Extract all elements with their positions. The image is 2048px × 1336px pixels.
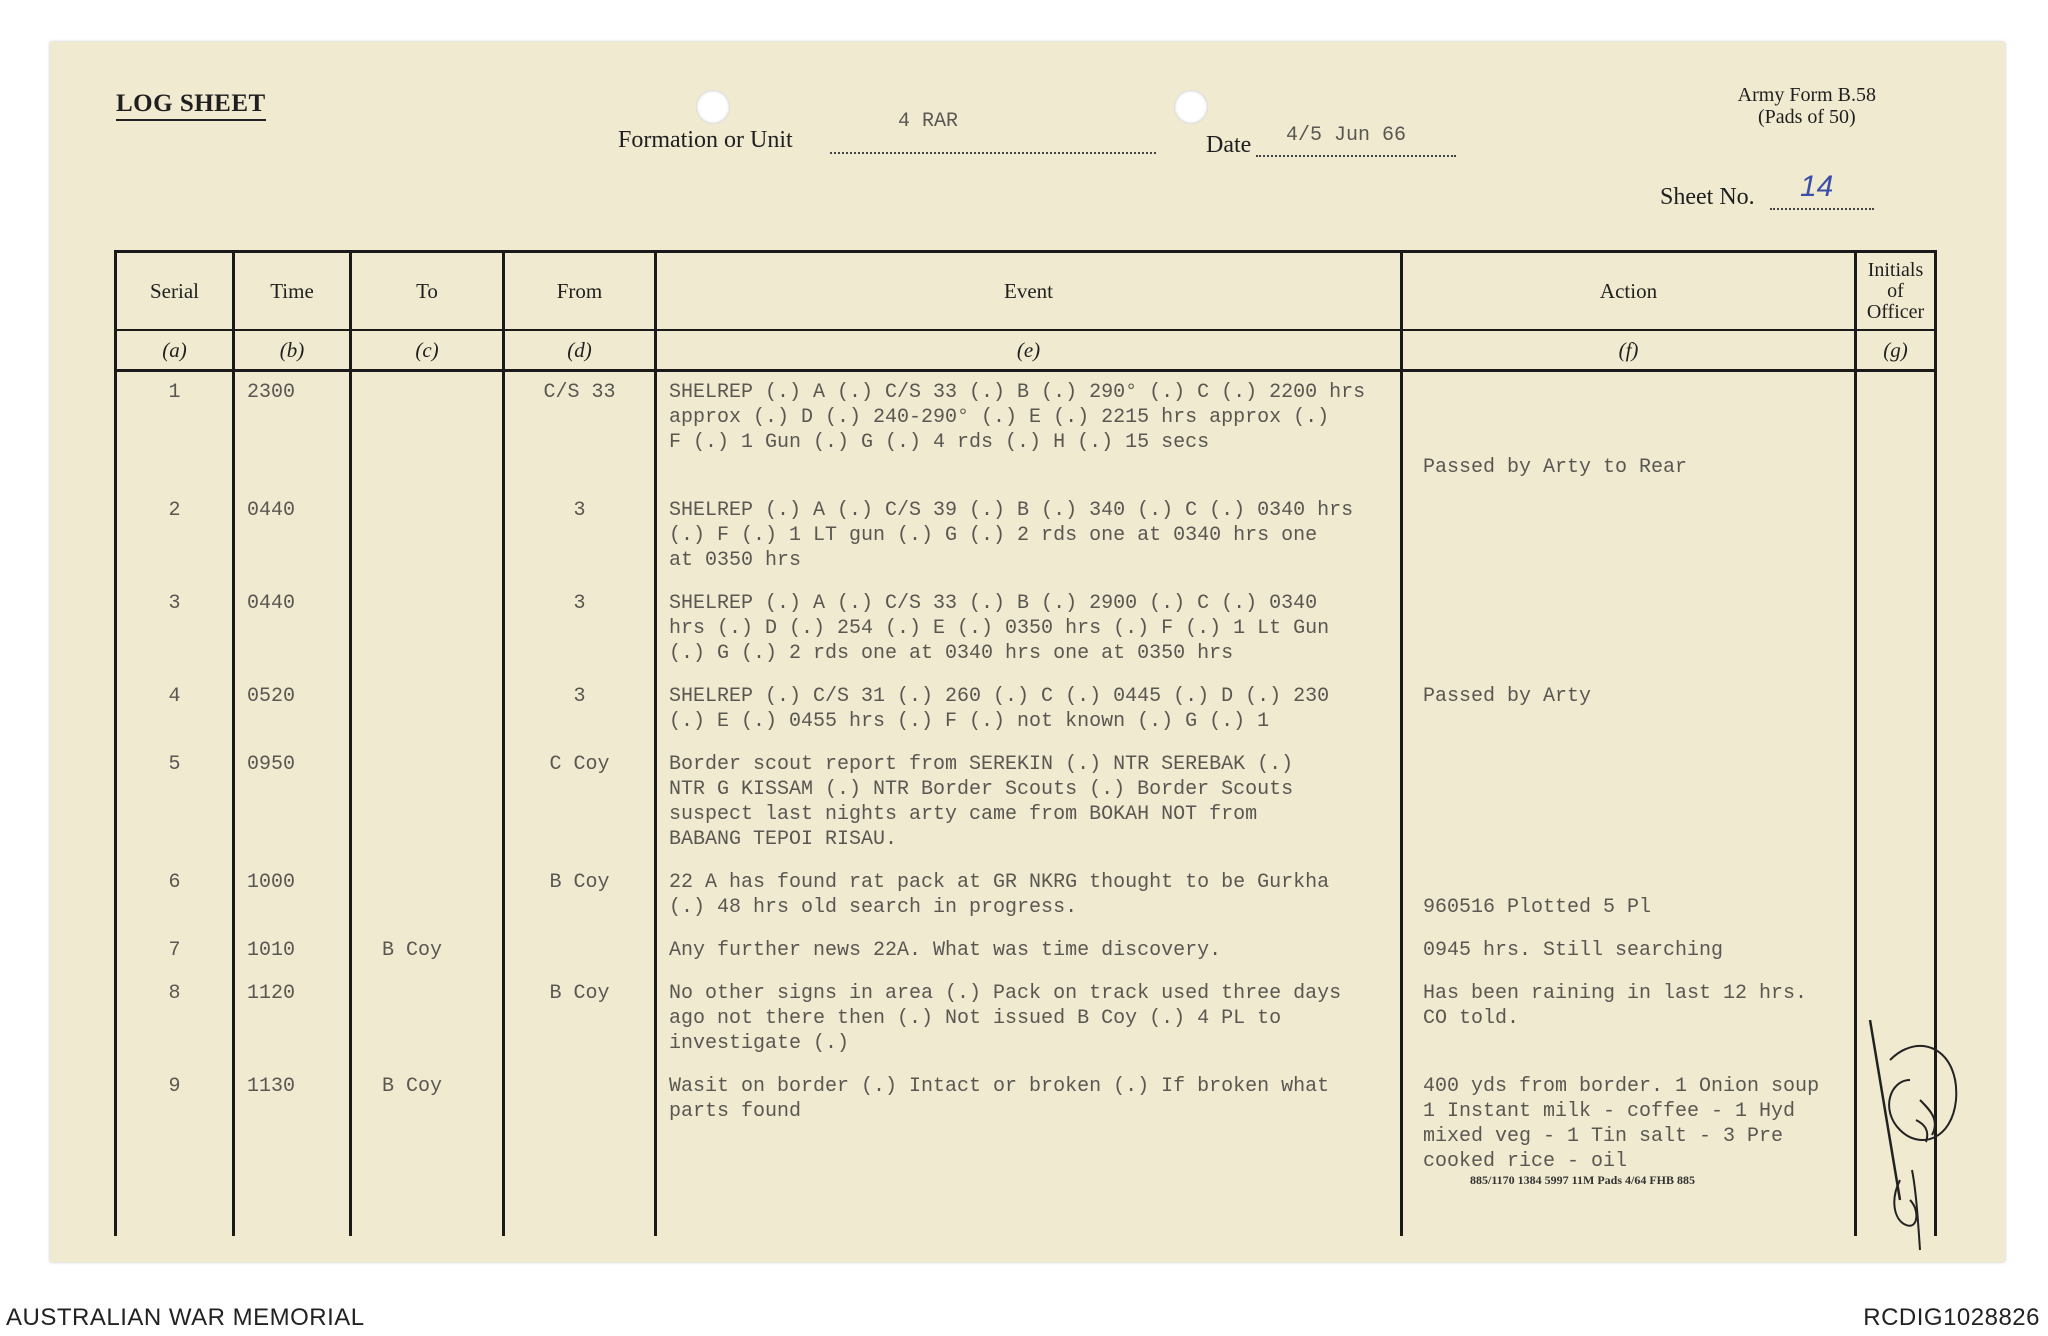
log-row	[116, 583, 1936, 676]
serial-cell: 3	[116, 583, 234, 676]
from-cell	[504, 930, 656, 973]
action-line: Passed by Arty to Rear	[1423, 456, 1688, 479]
action-line	[1423, 380, 1850, 405]
header-initials-line1: Initials	[1867, 258, 1924, 281]
action-line	[1423, 430, 1850, 455]
log-row	[116, 490, 1936, 583]
event-line: F (.) 1 Gun (.) G (.) 4 rds (.) H (.) 15 secs	[669, 431, 1210, 454]
column-header-row	[116, 252, 1936, 331]
initials-cell	[1856, 862, 1936, 930]
event-line: 22 A has found rat pack at GR NKRG thought to be Gurkha	[669, 871, 1330, 894]
from-cell: B Coy	[504, 973, 656, 1066]
event-line: (.) 48 hrs old search in progress.	[669, 896, 1078, 919]
serial-cell: 5	[116, 744, 234, 862]
letter-c: (c)	[351, 330, 504, 371]
to-cell	[351, 862, 504, 930]
log-sheet-title: LOG SHEET	[116, 90, 266, 121]
serial-cell: 1	[116, 371, 234, 491]
event-line: approx (.) D (.) 240-290° (.) E (.) 2215 hrs approx (.)	[669, 406, 1330, 429]
action-cell	[1402, 490, 1856, 583]
from-cell: B Coy	[504, 862, 656, 930]
event-line: SHELREP (.) A (.) C/S 39 (.) B (.) 340 (.) C (.) 0340 hrs	[669, 499, 1354, 522]
header-initials-line3: Officer	[1866, 300, 1925, 323]
action-cell	[1402, 371, 1856, 491]
serial-cell: 2	[116, 490, 234, 583]
blank-cell	[1402, 1184, 1856, 1236]
log-row	[116, 930, 1936, 973]
time-cell: 1130	[234, 1066, 351, 1184]
letter-f: (f)	[1402, 330, 1856, 371]
event-line: (.) G (.) 2 rds one at 0340 hrs one at 0350 hrs	[669, 642, 1234, 665]
letter-a: (a)	[116, 330, 234, 371]
from-cell: C Coy	[504, 744, 656, 862]
to-cell	[351, 676, 504, 744]
serial-cell: 8	[116, 973, 234, 1066]
event-cell	[656, 371, 1402, 491]
to-cell: B Coy	[351, 930, 504, 973]
from-cell	[504, 1066, 656, 1184]
time-cell: 1120	[234, 973, 351, 1066]
header-time: Time	[234, 252, 351, 331]
punch-hole-right	[1174, 90, 1208, 124]
to-cell: B Coy	[351, 1066, 504, 1184]
header-initials-line2: of	[1887, 279, 1904, 302]
event-line: investigate (.)	[669, 1032, 850, 1055]
to-cell	[351, 583, 504, 676]
time-cell: 0950	[234, 744, 351, 862]
action-cell	[1402, 744, 1856, 862]
officer-initials-signature	[1860, 1020, 1980, 1260]
time-cell: 1010	[234, 930, 351, 973]
time-cell: 2300	[234, 371, 351, 491]
time-cell: 1000	[234, 862, 351, 930]
letter-e: (e)	[656, 330, 1402, 371]
initials-cell	[1856, 676, 1936, 744]
time-cell: 0520	[234, 676, 351, 744]
action-cell	[1402, 583, 1856, 676]
action-line	[1423, 752, 1850, 777]
column-letter-row	[116, 330, 1936, 371]
log-row	[116, 862, 1936, 930]
event-line: SHELREP (.) C/S 31 (.) 260 (.) C (.) 0445 (.) D (.) 230	[669, 685, 1330, 708]
event-line: at 0350 hrs	[669, 549, 802, 572]
time-cell: 0440	[234, 583, 351, 676]
punch-hole-left	[696, 90, 730, 124]
blank-filler-row	[116, 1184, 1936, 1236]
event-line: (.) E (.) 0455 hrs (.) F (.) not known (.) G (.) 1	[669, 710, 1270, 733]
action-line: cooked rice - oil	[1423, 1150, 1628, 1173]
initials-cell	[1856, 744, 1936, 862]
to-cell	[351, 973, 504, 1066]
header-event: Event	[656, 252, 1402, 331]
to-cell	[351, 744, 504, 862]
blank-cell	[656, 1184, 1402, 1236]
from-cell: 3	[504, 676, 656, 744]
header-initials-of-officer	[1856, 252, 1936, 331]
serial-cell: 9	[116, 1066, 234, 1184]
log-row	[116, 676, 1936, 744]
log-row	[116, 371, 1936, 491]
action-line	[1423, 405, 1850, 430]
blank-cell	[351, 1184, 504, 1236]
event-cell	[656, 930, 1402, 973]
archive-credit: AUSTRALIAN WAR MEMORIAL	[6, 1304, 365, 1331]
sheet-number-label: Sheet No.	[1660, 184, 1755, 210]
event-cell	[656, 862, 1402, 930]
initials-cell	[1856, 371, 1936, 491]
action-cell	[1402, 973, 1856, 1066]
event-line: No other signs in area (.) Pack on track used three days	[669, 982, 1342, 1005]
sheet-number-value: 14	[1800, 170, 1834, 203]
action-line: 400 yds from border. 1 Onion soup	[1423, 1075, 1820, 1098]
army-form-number: Army Form B.58	[1737, 84, 1876, 106]
sheet-number-dotted-line	[1770, 208, 1874, 210]
letter-d: (d)	[504, 330, 656, 371]
date-label: Date	[1206, 132, 1252, 158]
action-line: Has been raining in last 12 hrs.	[1423, 982, 1808, 1005]
header-serial: Serial	[116, 252, 234, 331]
event-line: SHELREP (.) A (.) C/S 33 (.) B (.) 290° (.) C (.) 2200 hrs	[669, 381, 1366, 404]
from-cell: C/S 33	[504, 371, 656, 491]
event-line: BABANG TEPOI RISAU.	[669, 828, 898, 851]
action-line: 960516 Plotted 5 Pl	[1423, 896, 1652, 919]
letter-b: (b)	[234, 330, 351, 371]
header-action: Action	[1402, 252, 1856, 331]
event-cell	[656, 583, 1402, 676]
date-dotted-line	[1256, 155, 1456, 157]
event-line: Wasit on border (.) Intact or broken (.) If broken what	[669, 1075, 1330, 1098]
action-line: 1 Instant milk - coffee - 1 Hyd	[1423, 1100, 1796, 1123]
log-row	[116, 1066, 1936, 1184]
blank-cell	[234, 1184, 351, 1236]
letter-g: (g)	[1856, 330, 1936, 371]
event-cell	[656, 490, 1402, 583]
event-cell	[656, 744, 1402, 862]
action-line: CO told.	[1423, 1007, 1520, 1030]
log-row	[116, 973, 1936, 1066]
action-line	[1423, 591, 1850, 616]
print-code: 885/1170 1384 5997 11M Pads 4/64 FHB 885	[1470, 1173, 1696, 1187]
blank-cell	[116, 1184, 234, 1236]
from-cell: 3	[504, 490, 656, 583]
action-cell	[1402, 862, 1856, 930]
army-form-reference	[1738, 84, 1876, 128]
action-line: mixed veg - 1 Tin salt - 3 Pre	[1423, 1125, 1784, 1148]
action-line	[1423, 498, 1850, 523]
event-line: Any further news 22A. What was time discovery.	[669, 939, 1222, 962]
event-line: NTR G KISSAM (.) NTR Border Scouts (.) Border Scouts	[669, 778, 1294, 801]
event-line: SHELREP (.) A (.) C/S 33 (.) B (.) 2900 (.) C (.) 0340	[669, 592, 1318, 615]
time-cell: 0440	[234, 490, 351, 583]
army-form-pads: (Pads of 50)	[1757, 106, 1856, 128]
archive-reference: RCDIG1028826	[1863, 1304, 2040, 1331]
blank-cell	[504, 1184, 656, 1236]
formation-dotted-line	[830, 152, 1156, 154]
from-cell: 3	[504, 583, 656, 676]
action-line: 0945 hrs. Still searching	[1423, 939, 1724, 962]
serial-cell: 7	[116, 930, 234, 973]
event-line: parts found	[669, 1100, 802, 1123]
event-line: suspect last nights arty came from BOKAH NOT from	[669, 803, 1258, 826]
log-entries	[116, 371, 1936, 1237]
initials-cell	[1856, 930, 1936, 973]
initials-cell	[1856, 490, 1936, 583]
event-line: hrs (.) D (.) 254 (.) E (.) 0350 hrs (.) F (.) 1 Lt Gun	[669, 617, 1330, 640]
to-cell	[351, 490, 504, 583]
serial-cell: 4	[116, 676, 234, 744]
formation-label: Formation or Unit	[618, 127, 793, 153]
event-cell	[656, 676, 1402, 744]
header-from: From	[504, 252, 656, 331]
event-line: ago not there then (.) Not issued B Coy (.) 4 PL to	[669, 1007, 1282, 1030]
action-line	[1423, 870, 1850, 895]
date-value: 4/5 Jun 66	[1286, 124, 1407, 147]
formation-value: 4 RAR	[898, 110, 959, 133]
log-table	[114, 250, 1937, 1236]
event-cell	[656, 973, 1402, 1066]
event-line: Border scout report from SEREKIN (.) NTR SEREBAK (.)	[669, 753, 1294, 776]
to-cell	[351, 371, 504, 491]
log-row	[116, 744, 1936, 862]
header-to: To	[351, 252, 504, 331]
action-cell	[1402, 930, 1856, 973]
action-line: Passed by Arty	[1423, 685, 1592, 708]
event-line: (.) F (.) 1 LT gun (.) G (.) 2 rds one at 0340 hrs one	[669, 524, 1318, 547]
action-cell	[1402, 1066, 1856, 1184]
event-cell	[656, 1066, 1402, 1184]
action-cell	[1402, 676, 1856, 744]
serial-cell: 6	[116, 862, 234, 930]
initials-cell	[1856, 583, 1936, 676]
